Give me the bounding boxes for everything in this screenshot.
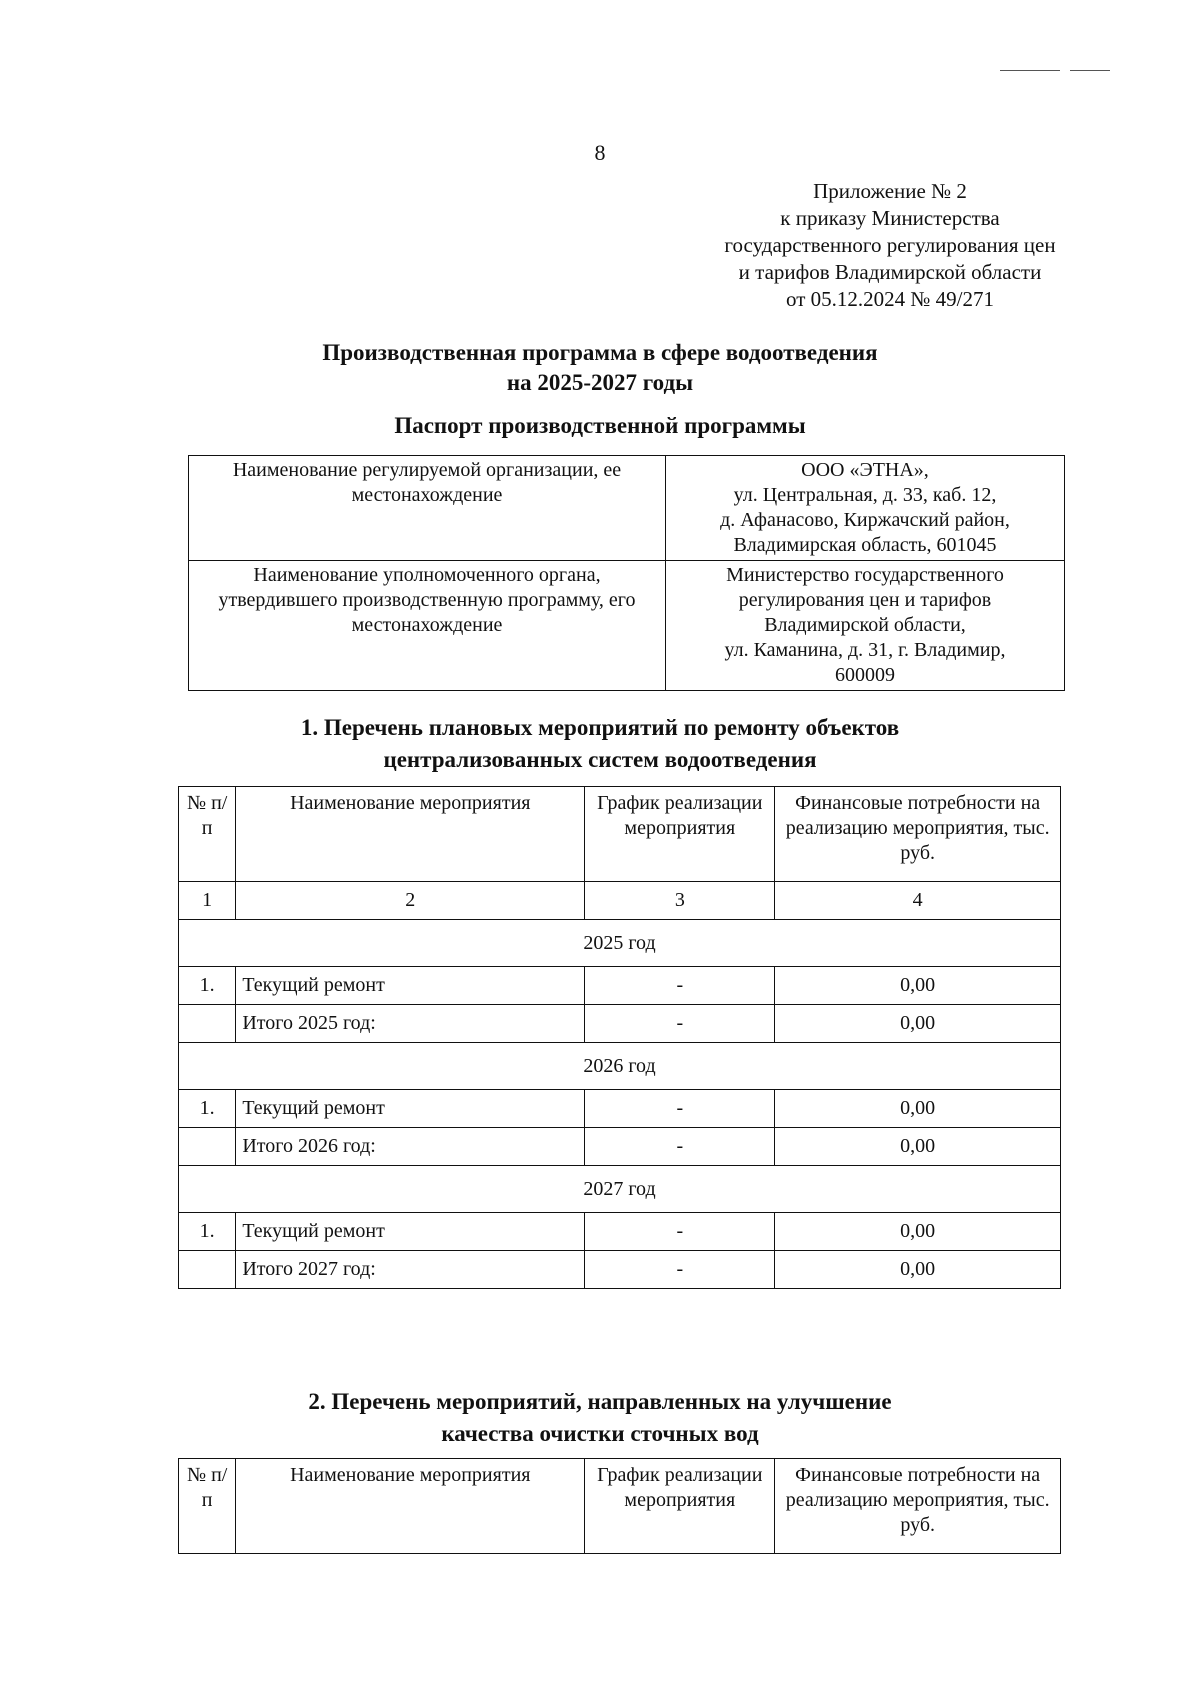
total-name: Итого 2025 год:	[236, 1005, 585, 1043]
item-schedule: -	[585, 967, 775, 1005]
total-row	[179, 1251, 1061, 1289]
passport-value	[666, 456, 1065, 561]
appendix-line: и тарифов Владимирской области	[738, 260, 1042, 284]
year-row	[179, 1043, 1061, 1090]
value-line: ул. Каманина, д. 31, г. Владимир,	[724, 639, 1006, 661]
header-schedule: График реализации мероприятия	[585, 787, 775, 882]
section-2-title	[0, 1386, 1200, 1450]
header-finance: Финансовые потребности на реализацию мероприятия, тыс. руб.	[775, 787, 1061, 882]
total-name: Итого 2026 год:	[236, 1128, 585, 1166]
column-number: 2	[236, 882, 585, 920]
total-amount: 0,00	[775, 1128, 1061, 1166]
appendix-line: государственного регулирования цен	[724, 233, 1056, 257]
table-row	[179, 1213, 1061, 1251]
header-finance: Финансовые потребности на реализацию мероприятия, тыс. руб.	[775, 1459, 1061, 1554]
value-line: 600009	[835, 664, 895, 686]
item-name: Текущий ремонт	[236, 1213, 585, 1251]
item-amount: 0,00	[775, 1213, 1061, 1251]
repair-plan-table	[178, 786, 1061, 1289]
year-label: 2026 год	[179, 1043, 1061, 1090]
total-num	[179, 1005, 236, 1043]
value-line: ул. Центральная, д. 33, каб. 12,	[733, 484, 997, 506]
header-name: Наименование мероприятия	[236, 1459, 585, 1554]
header-schedule: График реализации мероприятия	[585, 1459, 775, 1554]
passport-row-organization	[189, 456, 1065, 561]
appendix-line: Приложение № 2	[813, 179, 967, 203]
appendix-line: к приказу Министерства	[780, 206, 1000, 230]
title-line-2: на 2025-2027 годы	[506, 370, 694, 395]
header-num: № п/п	[179, 1459, 236, 1554]
item-schedule: -	[585, 1213, 775, 1251]
passport-heading: Паспорт производственной программы	[394, 413, 806, 438]
section-1-title	[0, 712, 1200, 776]
item-num: 1.	[179, 1090, 236, 1128]
passport-label: Наименование уполномоченного органа, утвердившего производственную программу, его местонахождение	[189, 561, 666, 691]
column-numbers-row	[179, 882, 1061, 920]
total-schedule: -	[585, 1128, 775, 1166]
column-number: 3	[585, 882, 775, 920]
title-line-1: Производственная программа в сфере водоотведения	[322, 340, 878, 365]
passport-row-authority	[189, 561, 1065, 691]
item-amount: 0,00	[775, 967, 1061, 1005]
item-num: 1.	[179, 1213, 236, 1251]
table-row	[179, 1090, 1061, 1128]
header-name: Наименование мероприятия	[236, 787, 585, 882]
total-name: Итого 2027 год:	[236, 1251, 585, 1289]
year-row	[179, 920, 1061, 967]
year-label: 2027 год	[179, 1166, 1061, 1213]
scan-artifact	[1070, 70, 1110, 71]
total-num	[179, 1128, 236, 1166]
total-schedule: -	[585, 1251, 775, 1289]
section-title-line: централизованных систем водоотведения	[383, 747, 817, 772]
passport-table	[188, 455, 1065, 691]
value-line: ООО «ЭТНА»,	[801, 459, 929, 481]
value-line: регулирования цен и тарифов	[738, 589, 992, 611]
header-num: № п/п	[179, 787, 236, 882]
table-row	[179, 967, 1061, 1005]
year-label: 2025 год	[179, 920, 1061, 967]
table-header-row	[179, 1459, 1061, 1554]
total-num	[179, 1251, 236, 1289]
appendix-reference	[690, 178, 1090, 313]
passport-label: Наименование регулируемой организации, ее местонахождение	[189, 456, 666, 561]
year-row	[179, 1166, 1061, 1213]
item-name: Текущий ремонт	[236, 967, 585, 1005]
value-line: д. Афанасово, Киржачский район,	[720, 509, 1010, 531]
item-schedule: -	[585, 1090, 775, 1128]
appendix-line: от 05.12.2024 № 49/271	[785, 287, 995, 311]
scan-artifact	[1000, 70, 1060, 71]
page-number: 8	[594, 140, 606, 165]
value-line: Владимирская область, 601045	[733, 534, 997, 556]
total-row	[179, 1005, 1061, 1043]
section-title-line: 1. Перечень плановых мероприятий по ремонту объектов	[300, 715, 900, 740]
item-name: Текущий ремонт	[236, 1090, 585, 1128]
quality-measures-table	[178, 1458, 1061, 1554]
total-amount: 0,00	[775, 1251, 1061, 1289]
document-title	[0, 338, 1200, 398]
section-title-line: 2. Перечень мероприятий, направленных на улучшение	[308, 1389, 892, 1414]
passport-value	[666, 561, 1065, 691]
item-num: 1.	[179, 967, 236, 1005]
section-title-line: качества очистки сточных вод	[441, 1421, 759, 1446]
value-line: Министерство государственного	[726, 564, 1004, 586]
total-schedule: -	[585, 1005, 775, 1043]
table-header-row	[179, 787, 1061, 882]
total-amount: 0,00	[775, 1005, 1061, 1043]
column-number: 4	[775, 882, 1061, 920]
value-line: Владимирской области,	[764, 614, 966, 636]
item-amount: 0,00	[775, 1090, 1061, 1128]
total-row	[179, 1128, 1061, 1166]
column-number: 1	[179, 882, 236, 920]
